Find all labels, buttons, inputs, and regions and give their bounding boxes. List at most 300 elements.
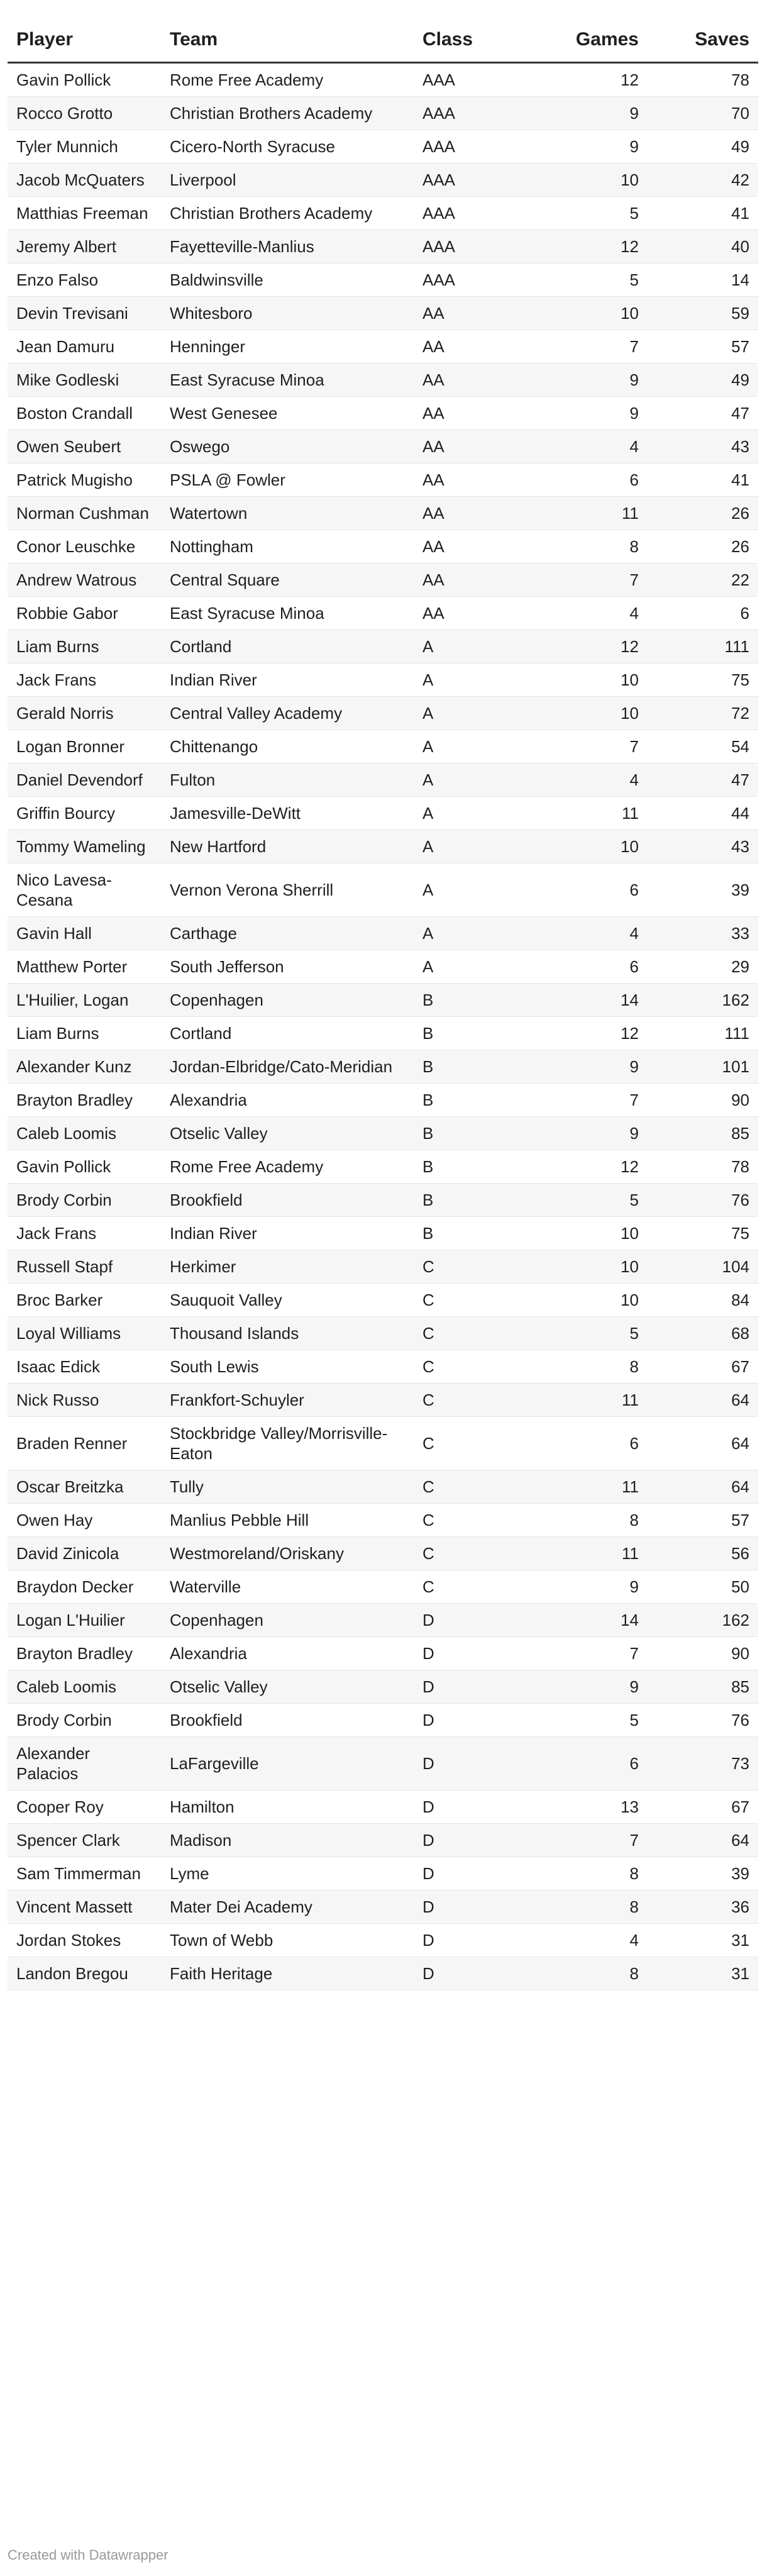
cell-saves: 85 [648,1117,758,1150]
cell-team: Christian Brothers Academy [161,197,414,230]
cell-team: Lyme [161,1857,414,1890]
cell-class: A [414,797,539,830]
cell-games: 7 [539,330,648,364]
cell-class: AA [414,430,539,464]
cell-games: 10 [539,830,648,863]
cell-player: Owen Seubert [8,430,161,464]
cell-team: Oswego [161,430,414,464]
cell-player: Alexander Kunz [8,1050,161,1084]
cell-player: Jack Frans [8,663,161,697]
cell-games: 10 [539,1250,648,1284]
cell-saves: 33 [648,917,758,950]
column-header-games[interactable]: Games [539,18,648,63]
cell-player: Gerald Norris [8,697,161,730]
cell-games: 4 [539,597,648,630]
cell-class: B [414,1050,539,1084]
cell-games: 11 [539,497,648,530]
cell-saves: 68 [648,1317,758,1350]
cell-team: Brookfield [161,1184,414,1217]
table-row [8,1217,758,1250]
cell-saves: 40 [648,230,758,264]
cell-team: Jamesville-DeWitt [161,797,414,830]
cell-class: AAA [414,164,539,197]
table-row [8,197,758,230]
table-row [8,430,758,464]
cell-class: D [414,1857,539,1890]
table-row [8,863,758,917]
cell-team: Cicero-North Syracuse [161,130,414,164]
table-row [8,1150,758,1184]
table-row [8,97,758,130]
cell-team: Frankfort-Schuyler [161,1384,414,1417]
cell-player: Landon Bregou [8,1957,161,1990]
cell-class: C [414,1570,539,1604]
cell-team: Liverpool [161,164,414,197]
cell-saves: 85 [648,1670,758,1704]
cell-class: AAA [414,130,539,164]
cell-player: Nick Russo [8,1384,161,1417]
cell-class: D [414,1670,539,1704]
table-row [8,1704,758,1737]
cell-class: AAA [414,230,539,264]
table-row [8,297,758,330]
cell-team: South Jefferson [161,950,414,984]
cell-team: Stockbridge Valley/Morrisville-Eaton [161,1417,414,1470]
cell-saves: 39 [648,1857,758,1890]
cell-games: 9 [539,97,648,130]
cell-saves: 22 [648,564,758,597]
cell-player: Logan L'Huilier [8,1604,161,1637]
table-row [8,1417,758,1470]
cell-saves: 90 [648,1637,758,1670]
cell-team: Copenhagen [161,1604,414,1637]
cell-class: A [414,663,539,697]
cell-games: 10 [539,663,648,697]
cell-class: AA [414,464,539,497]
cell-games: 9 [539,1570,648,1604]
cell-saves: 162 [648,1604,758,1637]
cell-saves: 43 [648,430,758,464]
cell-player: Broc Barker [8,1284,161,1317]
cell-player: Braden Renner [8,1417,161,1470]
table-row [8,164,758,197]
cell-team: Henninger [161,330,414,364]
cell-team: Chittenango [161,730,414,763]
cell-team: Nottingham [161,530,414,564]
table-row [8,597,758,630]
cell-player: Braydon Decker [8,1570,161,1604]
table-row [8,984,758,1017]
cell-player: Boston Crandall [8,397,161,430]
cell-team: East Syracuse Minoa [161,597,414,630]
cell-saves: 36 [648,1890,758,1924]
cell-class: B [414,1150,539,1184]
cell-games: 8 [539,1957,648,1990]
table-row [8,497,758,530]
cell-class: AA [414,397,539,430]
cell-saves: 67 [648,1350,758,1384]
cell-team: West Genesee [161,397,414,430]
cell-class: C [414,1350,539,1384]
table-row [8,1184,758,1217]
table-row [8,1050,758,1084]
cell-games: 4 [539,430,648,464]
cell-team: Cortland [161,1017,414,1050]
cell-saves: 64 [648,1824,758,1857]
cell-class: A [414,863,539,917]
cell-games: 11 [539,1537,648,1570]
cell-class: AA [414,597,539,630]
cell-games: 5 [539,197,648,230]
cell-team: New Hartford [161,830,414,863]
cell-games: 9 [539,130,648,164]
cell-class: D [414,1790,539,1824]
table-body [8,63,758,1990]
cell-player: Jack Frans [8,1217,161,1250]
cell-team: Jordan-Elbridge/Cato-Meridian [161,1050,414,1084]
cell-player: Daniel Devendorf [8,763,161,797]
cell-player: L'Huilier, Logan [8,984,161,1017]
cell-player: Gavin Hall [8,917,161,950]
column-header-player[interactable]: Player [8,18,161,63]
cell-games: 10 [539,1284,648,1317]
cell-team: Copenhagen [161,984,414,1017]
cell-player: Norman Cushman [8,497,161,530]
cell-player: Robbie Gabor [8,597,161,630]
cell-player: Gavin Pollick [8,63,161,97]
cell-class: AAA [414,97,539,130]
cell-team: Indian River [161,663,414,697]
cell-class: C [414,1284,539,1317]
cell-player: Brody Corbin [8,1184,161,1217]
cell-player: Mike Godleski [8,364,161,397]
cell-games: 12 [539,630,648,663]
cell-team: Christian Brothers Academy [161,97,414,130]
cell-saves: 111 [648,1017,758,1050]
cell-saves: 31 [648,1957,758,1990]
table-row [8,1284,758,1317]
table-row [8,1857,758,1890]
cell-saves: 72 [648,697,758,730]
cell-saves: 59 [648,297,758,330]
cell-games: 5 [539,1317,648,1350]
cell-team: Thousand Islands [161,1317,414,1350]
table-row [8,797,758,830]
cell-player: Owen Hay [8,1504,161,1537]
cell-saves: 41 [648,464,758,497]
cell-team: Whitesboro [161,297,414,330]
cell-saves: 90 [648,1084,758,1117]
cell-games: 12 [539,1150,648,1184]
cell-saves: 73 [648,1737,758,1790]
cell-team: Westmoreland/Oriskany [161,1537,414,1570]
cell-games: 7 [539,730,648,763]
cell-saves: 42 [648,164,758,197]
cell-class: D [414,1737,539,1790]
cell-saves: 54 [648,730,758,763]
cell-team: Otselic Valley [161,1117,414,1150]
cell-saves: 76 [648,1184,758,1217]
cell-saves: 70 [648,97,758,130]
table-row [8,1537,758,1570]
cell-player: Loyal Williams [8,1317,161,1350]
cell-team: Alexandria [161,1637,414,1670]
table-row [8,1350,758,1384]
cell-team: Indian River [161,1217,414,1250]
cell-team: Baldwinsville [161,264,414,297]
column-header-class[interactable]: Class [414,18,539,63]
cell-saves: 47 [648,397,758,430]
table-row [8,917,758,950]
table-row [8,630,758,663]
cell-games: 10 [539,297,648,330]
cell-class: A [414,697,539,730]
table-row [8,63,758,97]
cell-player: Tyler Munnich [8,130,161,164]
cell-player: Tommy Wameling [8,830,161,863]
table-row [8,1737,758,1790]
table-row [8,330,758,364]
cell-team: Tully [161,1470,414,1504]
table-row [8,530,758,564]
cell-player: Enzo Falso [8,264,161,297]
cell-games: 6 [539,1737,648,1790]
cell-class: A [414,630,539,663]
table-row [8,1384,758,1417]
table-row [8,1824,758,1857]
cell-saves: 14 [648,264,758,297]
cell-player: Liam Burns [8,630,161,663]
cell-class: AA [414,497,539,530]
cell-games: 4 [539,763,648,797]
cell-team: Cortland [161,630,414,663]
table-row [8,950,758,984]
table-row [8,1117,758,1150]
cell-saves: 57 [648,330,758,364]
cell-games: 12 [539,63,648,97]
cell-class: C [414,1250,539,1284]
cell-class: D [414,1957,539,1990]
cell-player: Nico Lavesa-Cesana [8,863,161,917]
cell-team: South Lewis [161,1350,414,1384]
cell-player: Oscar Breitzka [8,1470,161,1504]
cell-class: A [414,917,539,950]
cell-player: Spencer Clark [8,1824,161,1857]
cell-class: D [414,1704,539,1737]
cell-games: 6 [539,464,648,497]
cell-class: B [414,1117,539,1150]
cell-player: Matthew Porter [8,950,161,984]
cell-games: 7 [539,1637,648,1670]
cell-games: 14 [539,984,648,1017]
cell-games: 8 [539,1890,648,1924]
cell-saves: 78 [648,1150,758,1184]
cell-player: Jacob McQuaters [8,164,161,197]
cell-saves: 43 [648,830,758,863]
cell-saves: 57 [648,1504,758,1537]
cell-games: 10 [539,1217,648,1250]
table-row [8,1890,758,1924]
cell-player: Griffin Bourcy [8,797,161,830]
cell-team: Otselic Valley [161,1670,414,1704]
cell-class: AAA [414,63,539,97]
cell-saves: 26 [648,497,758,530]
table-row [8,397,758,430]
cell-games: 7 [539,564,648,597]
cell-games: 8 [539,1504,648,1537]
cell-team: Watertown [161,497,414,530]
cell-class: C [414,1317,539,1350]
cell-team: Alexandria [161,1084,414,1117]
cell-player: David Zinicola [8,1537,161,1570]
table-row [8,763,758,797]
cell-class: D [414,1924,539,1957]
cell-class: AA [414,530,539,564]
cell-games: 6 [539,1417,648,1470]
cell-games: 9 [539,397,648,430]
cell-team: Brookfield [161,1704,414,1737]
table-row [8,1504,758,1537]
cell-games: 10 [539,164,648,197]
cell-games: 4 [539,917,648,950]
datawrapper-credit: Created with Datawrapper [8,2547,168,2563]
cell-player: Russell Stapf [8,1250,161,1284]
cell-saves: 6 [648,597,758,630]
cell-class: C [414,1470,539,1504]
cell-saves: 41 [648,197,758,230]
cell-saves: 104 [648,1250,758,1284]
cell-saves: 56 [648,1537,758,1570]
cell-team: Fulton [161,763,414,797]
cell-team: Rome Free Academy [161,1150,414,1184]
table-row [8,564,758,597]
cell-class: AA [414,564,539,597]
cell-team: East Syracuse Minoa [161,364,414,397]
cell-saves: 64 [648,1384,758,1417]
cell-player: Gavin Pollick [8,1150,161,1184]
cell-class: C [414,1384,539,1417]
cell-team: Vernon Verona Sherrill [161,863,414,917]
cell-class: A [414,763,539,797]
cell-games: 9 [539,1117,648,1150]
cell-class: A [414,730,539,763]
cell-games: 9 [539,1050,648,1084]
cell-team: LaFargeville [161,1737,414,1790]
cell-team: Rome Free Academy [161,63,414,97]
cell-games: 10 [539,697,648,730]
cell-saves: 50 [648,1570,758,1604]
cell-saves: 75 [648,1217,758,1250]
cell-saves: 64 [648,1470,758,1504]
cell-games: 8 [539,1350,648,1384]
cell-team: Manlius Pebble Hill [161,1504,414,1537]
cell-player: Brody Corbin [8,1704,161,1737]
cell-games: 5 [539,264,648,297]
cell-saves: 49 [648,130,758,164]
cell-player: Liam Burns [8,1017,161,1050]
cell-team: Faith Heritage [161,1957,414,1990]
cell-team: Mater Dei Academy [161,1890,414,1924]
cell-class: AAA [414,264,539,297]
cell-player: Conor Leuschke [8,530,161,564]
cell-games: 6 [539,863,648,917]
cell-games: 11 [539,797,648,830]
cell-team: Town of Webb [161,1924,414,1957]
cell-saves: 84 [648,1284,758,1317]
cell-games: 13 [539,1790,648,1824]
cell-team: Fayetteville-Manlius [161,230,414,264]
cell-player: Rocco Grotto [8,97,161,130]
cell-player: Cooper Roy [8,1790,161,1824]
cell-team: Carthage [161,917,414,950]
cell-team: Central Square [161,564,414,597]
cell-player: Caleb Loomis [8,1117,161,1150]
table-row [8,1637,758,1670]
cell-class: D [414,1637,539,1670]
cell-games: 12 [539,230,648,264]
cell-games: 4 [539,1924,648,1957]
table-row [8,1317,758,1350]
cell-class: C [414,1504,539,1537]
cell-saves: 31 [648,1924,758,1957]
cell-player: Caleb Loomis [8,1670,161,1704]
cell-player: Devin Trevisani [8,297,161,330]
cell-games: 8 [539,530,648,564]
table-row [8,1017,758,1050]
cell-class: AA [414,364,539,397]
table-row [8,1924,758,1957]
cell-class: AA [414,330,539,364]
cell-player: Brayton Bradley [8,1084,161,1117]
cell-player: Brayton Bradley [8,1637,161,1670]
cell-saves: 75 [648,663,758,697]
cell-saves: 39 [648,863,758,917]
cell-team: Herkimer [161,1250,414,1284]
column-header-team[interactable]: Team [161,18,414,63]
cell-team: Central Valley Academy [161,697,414,730]
table-row [8,697,758,730]
cell-class: B [414,1017,539,1050]
cell-class: AAA [414,197,539,230]
cell-player: Patrick Mugisho [8,464,161,497]
cell-games: 7 [539,1824,648,1857]
cell-saves: 101 [648,1050,758,1084]
cell-saves: 26 [648,530,758,564]
cell-class: B [414,1184,539,1217]
cell-saves: 64 [648,1417,758,1470]
table-row [8,730,758,763]
cell-player: Isaac Edick [8,1350,161,1384]
cell-saves: 49 [648,364,758,397]
cell-player: Andrew Watrous [8,564,161,597]
cell-class: A [414,830,539,863]
cell-class: D [414,1890,539,1924]
cell-games: 12 [539,1017,648,1050]
cell-player: Vincent Massett [8,1890,161,1924]
cell-games: 14 [539,1604,648,1637]
cell-games: 7 [539,1084,648,1117]
cell-player: Sam Timmerman [8,1857,161,1890]
cell-player: Jeremy Albert [8,230,161,264]
cell-team: Madison [161,1824,414,1857]
column-header-saves[interactable]: Saves [648,18,758,63]
cell-player: Alexander Palacios [8,1737,161,1790]
cell-team: Sauquoit Valley [161,1284,414,1317]
table-row [8,130,758,164]
cell-games: 9 [539,364,648,397]
cell-saves: 162 [648,984,758,1017]
table-row [8,1790,758,1824]
